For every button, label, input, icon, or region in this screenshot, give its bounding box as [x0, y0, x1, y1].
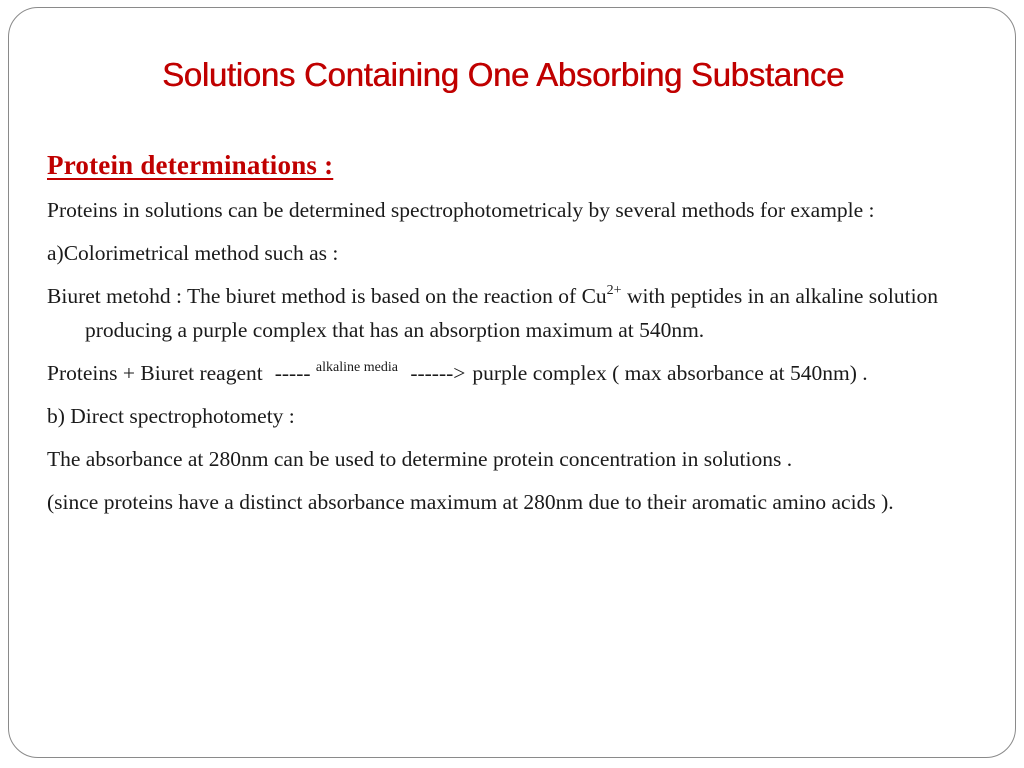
reaction-product: purple complex ( max absorbance at 540nm) . — [472, 361, 868, 385]
direct-method-paragraph: The absorbance at 280nm can be used to determine protein concentration in solutions . — [47, 447, 793, 471]
biuret-text-part1: Biuret metohd : The biuret method is based on the reaction of Cu — [47, 284, 607, 308]
direct-method-note: (since proteins have a distinct absorbance maximum at 280nm due to their aromatic amino acids ). — [47, 490, 894, 514]
reaction-reactants: Proteins + Biuret reagent — [47, 361, 263, 385]
method-a-heading: a)Colorimetrical method such as : — [47, 241, 339, 265]
section-heading: Protein determinations : — [47, 150, 334, 180]
slide-title: Solutions Containing One Absorbing Substance — [161, 56, 845, 93]
biuret-text-part2: with peptides in an alkaline solution producing a purple complex that has an absorption maximum at 540nm. — [85, 284, 939, 342]
reaction-condition: alkaline media — [315, 360, 398, 375]
reaction-arrow-end: ------> — [410, 361, 466, 385]
copper-charge-superscript: 2+ — [606, 283, 622, 298]
method-b-heading: b) Direct spectrophotomety : — [47, 404, 295, 428]
reaction-equation — [47, 356, 1007, 390]
reaction-arrow-start: ----- — [274, 361, 311, 385]
intro-paragraph: Proteins in solutions can be determined spectrophotometricaly by several methods for example : — [47, 198, 875, 222]
slide-body — [47, 150, 1007, 528]
biuret-method-paragraph — [47, 279, 1007, 347]
